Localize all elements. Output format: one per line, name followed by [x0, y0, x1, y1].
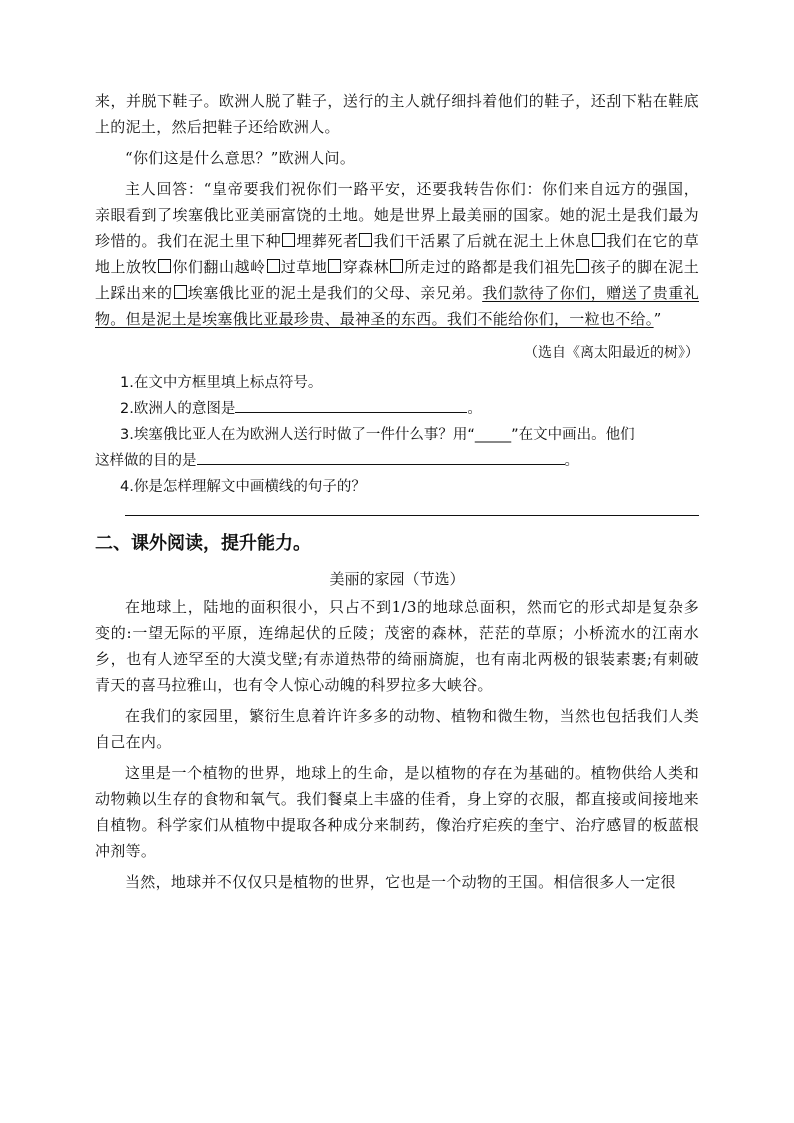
section-heading: 二、课外阅读，提升能力。 — [95, 533, 311, 554]
underlined-sentence: 我们款待了你们，赠送了贵重礼物。但是泥土是埃塞俄比亚最珍贵、最神圣的东西。我们不能给你们，一粒也不给。 — [95, 284, 699, 328]
passage-text: 孩子的脚在泥土上踩出来的 — [95, 258, 699, 302]
question-text: 。 — [467, 401, 482, 417]
question-text: 3.埃塞俄比亚人在为欧洲人送行时做了一件什么事？用“ — [120, 427, 475, 443]
passage-paragraph-3 — [95, 176, 699, 332]
punctuation-box[interactable] — [390, 259, 403, 273]
passage2-paragraph-4: 当然，地球并不仅仅只是植物的世界，它也是一个动物的王国。相信很多人一定很 — [125, 873, 676, 891]
passage2-paragraph-3: 这里是一个植物的世界，地球上的生命，是以植物的存在为基础的。植物供给人类和动物赖以生存的食物和氧气。我们餐桌上丰盛的佳肴，身上穿的衣服，都直接或间接地来自植物。科学家们从植物中提取各种成分来制药，像治疗疟疾的奎宁、治疗感冒的板蓝根冲剂等。 — [95, 764, 699, 860]
answer-line[interactable] — [125, 514, 699, 516]
passage-text: 埃塞俄比亚的泥土是我们的父母、亲兄弟。 — [187, 284, 483, 302]
question-text: 。 — [564, 453, 579, 469]
question-text: 2.欧洲人的意图是 — [120, 401, 236, 417]
passage2-paragraph-2: 在我们的家园里，繁衍生息着许许多多的动物、植物和微生物，当然也包括我们人类自己在内。 — [95, 707, 699, 751]
passage-paragraph-1: 来，并脱下鞋子。欧洲人脱了鞋子，送行的主人就仔细抖着他们的鞋子，还刮下粘在鞋底上的泥土，然后把鞋子还给欧洲人。 — [95, 92, 699, 136]
passage-text: 所走过的路都是我们祖先 — [404, 258, 576, 276]
question-3-continued — [95, 448, 699, 474]
punctuation-box[interactable] — [282, 233, 295, 247]
punctuation-box[interactable] — [592, 233, 605, 247]
question-text: ”在文中画出。他们 — [511, 427, 635, 443]
passage2-paragraph-1: 在地球上，陆地的面积很小，只占不到1/3的地球总面积，然而它的形式却是复杂多变的:一望无际的平原，连绵起伏的丘陵；茂密的森林，茫茫的草原；小桥流水的江南水乡，也有人迹罕至的大漠戈壁;有赤道热带的绮丽旖旎，也有南北两极的银装素裹;有刺破青天的喜马拉雅山，也有令人惊心动魄的科罗拉多大峡谷。 — [95, 598, 699, 694]
punctuation-box[interactable] — [158, 259, 171, 273]
question-4: 4.你是怎样理解文中画横线的句子的？ — [120, 479, 366, 495]
passage-text: 穿森林 — [342, 258, 390, 276]
passage-text: 我们干活累了后就在泥土上休息 — [373, 232, 591, 250]
question-3 — [95, 422, 699, 448]
punctuation-box[interactable] — [328, 259, 341, 273]
question-2 — [95, 396, 699, 422]
passage-text: 你们翻山越岭 — [172, 258, 266, 276]
question-1: 1.在文中方框里填上标点符号。 — [120, 375, 323, 391]
question-text: 这样做的目的是 — [95, 453, 197, 469]
passage-text: ” — [653, 310, 662, 328]
underline-mark: _____ — [474, 427, 512, 443]
document-page — [95, 88, 699, 900]
punctuation-box[interactable] — [174, 285, 187, 299]
passage-text: 主人回答：“皇帝要我们祝你们一路平安，还要我转告你们：你们来自远方的强国，亲眼看到了埃塞俄比亚美丽富饶的土地。她是世界上最美丽的国家。她的泥土是我们最为珍惜的。我们在泥土里下种 — [95, 180, 699, 250]
punctuation-box[interactable] — [267, 259, 280, 273]
punctuation-box[interactable] — [359, 233, 372, 247]
passage-text: 我们在它的草地上放牧 — [95, 232, 699, 276]
passage-paragraph-2: “你们这是什么意思？”欧洲人问。 — [125, 149, 356, 167]
passage-title: 美丽的家园（节选） — [329, 570, 465, 588]
passage-text: 埋葬死者 — [296, 232, 359, 250]
source-citation: （选自《离太阳最近的树》） — [524, 345, 699, 361]
punctuation-box[interactable] — [576, 259, 589, 273]
passage-text: 过草地 — [280, 258, 328, 276]
answer-blank[interactable] — [235, 398, 467, 413]
answer-blank[interactable] — [197, 450, 565, 465]
